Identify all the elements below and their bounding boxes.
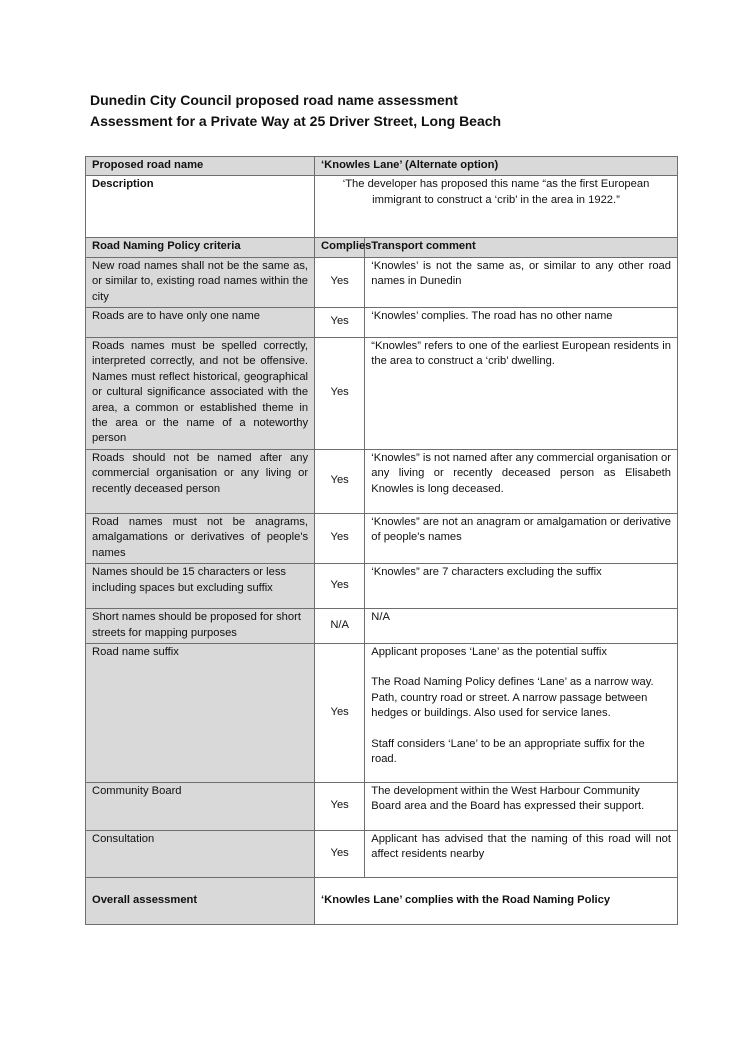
heading-title: Dunedin City Council proposed road name assessment (90, 92, 458, 108)
comment-cell (365, 643, 678, 782)
description-value: ‘The developer has proposed this name “as the first European immigrant to construct a ‘crib’ in the area in 1922.” (315, 176, 678, 238)
document-heading (90, 90, 501, 132)
complies-header: Complies (315, 238, 365, 257)
criteria-cell: Road name suffix (86, 643, 315, 782)
table-row (86, 338, 678, 450)
complies-cell: Yes (315, 513, 365, 563)
comment-cell: ‘Knowles’ is not the same as, or similar to any other road names in Dunedin (365, 257, 678, 307)
table-row (86, 257, 678, 307)
complies-cell: N/A (315, 609, 365, 644)
overall-assessment-row (86, 877, 678, 924)
community-board-row (86, 782, 678, 830)
comment-cell: ‘Knowles” is not named after any commercial organisation or any living or recently deceased person as Elisabeth Knowles is long deceased. (365, 449, 678, 513)
criteria-cell: Roads names must be spelled correctly, interpreted correctly, and not be offensive. Names must reflect historical, geographical or cultural significance associated with the area, a common or established theme in the area or the name of a noteworthy person (86, 338, 315, 450)
table-row (86, 513, 678, 563)
comment-cell: “Knowles” refers to one of the earliest European residents in the area to construct a ‘crib’ dwelling. (365, 338, 678, 450)
table-row (86, 308, 678, 338)
comment-cell: ‘Knowles” are 7 characters excluding the suffix (365, 564, 678, 609)
table-row (86, 449, 678, 513)
complies-cell: Yes (315, 449, 365, 513)
complies-cell: Yes (315, 338, 365, 450)
proposed-name-label: Proposed road name (86, 157, 315, 176)
complies-cell: Yes (315, 782, 365, 830)
criteria-cell: Roads are to have only one name (86, 308, 315, 338)
complies-cell: Yes (315, 643, 365, 782)
complies-cell: Yes (315, 830, 365, 877)
criteria-cell: Short names should be proposed for short streets for mapping purposes (86, 609, 315, 644)
heading-subtitle: Assessment for a Private Way at 25 Driver Street, Long Beach (90, 113, 502, 129)
suffix-comment-paragraph: The Road Naming Policy defines ‘Lane’ as a narrow way. Path, country road or street. A narrow passage between hedges or buildings. Also used for service lanes. (371, 676, 654, 720)
comment-header: Transport comment (365, 238, 678, 257)
comment-cell: N/A (365, 609, 678, 644)
table-row (86, 564, 678, 609)
suffix-comment-paragraph: Applicant proposes ‘Lane’ as the potential suffix (371, 645, 607, 658)
criteria-cell: Names should be 15 characters or less including spaces but excluding suffix (86, 564, 315, 609)
overall-assessment-value: ‘Knowles Lane’ complies with the Road Naming Policy (315, 877, 678, 924)
complies-cell: Yes (315, 308, 365, 338)
suffix-row (86, 643, 678, 782)
table-row (86, 609, 678, 644)
comment-cell: The development within the West Harbour Community Board area and the Board has expressed their support. (365, 782, 678, 830)
comment-cell: ‘Knowles” are not an anagram or amalgamation or derivative of people's names (365, 513, 678, 563)
proposed-name-row (86, 157, 678, 176)
description-label: Description (86, 176, 315, 238)
suffix-comment-paragraph: Staff considers ‘Lane’ to be an appropriate suffix for the road. (371, 737, 645, 765)
complies-cell: Yes (315, 564, 365, 609)
criteria-cell: New road names shall not be the same as, or similar to, existing road names within the city (86, 257, 315, 307)
proposed-name-value: ‘Knowles Lane’ (Alternate option) (315, 157, 678, 176)
criteria-cell: Consultation (86, 830, 315, 877)
complies-cell: Yes (315, 257, 365, 307)
comment-cell: ‘Knowles’ complies. The road has no other name (365, 308, 678, 338)
consultation-row (86, 830, 678, 877)
criteria-cell: Road names must not be anagrams, amalgamations or derivatives of people's names (86, 513, 315, 563)
criteria-header-row (86, 238, 678, 257)
overall-assessment-label: Overall assessment (86, 877, 315, 924)
assessment-table (85, 156, 678, 925)
criteria-cell: Roads should not be named after any commercial organisation or any living or recently deceased person (86, 449, 315, 513)
criteria-header: Road Naming Policy criteria (86, 238, 315, 257)
description-row (86, 176, 678, 238)
criteria-cell: Community Board (86, 782, 315, 830)
comment-cell: Applicant has advised that the naming of this road will not affect residents nearby (365, 830, 678, 877)
